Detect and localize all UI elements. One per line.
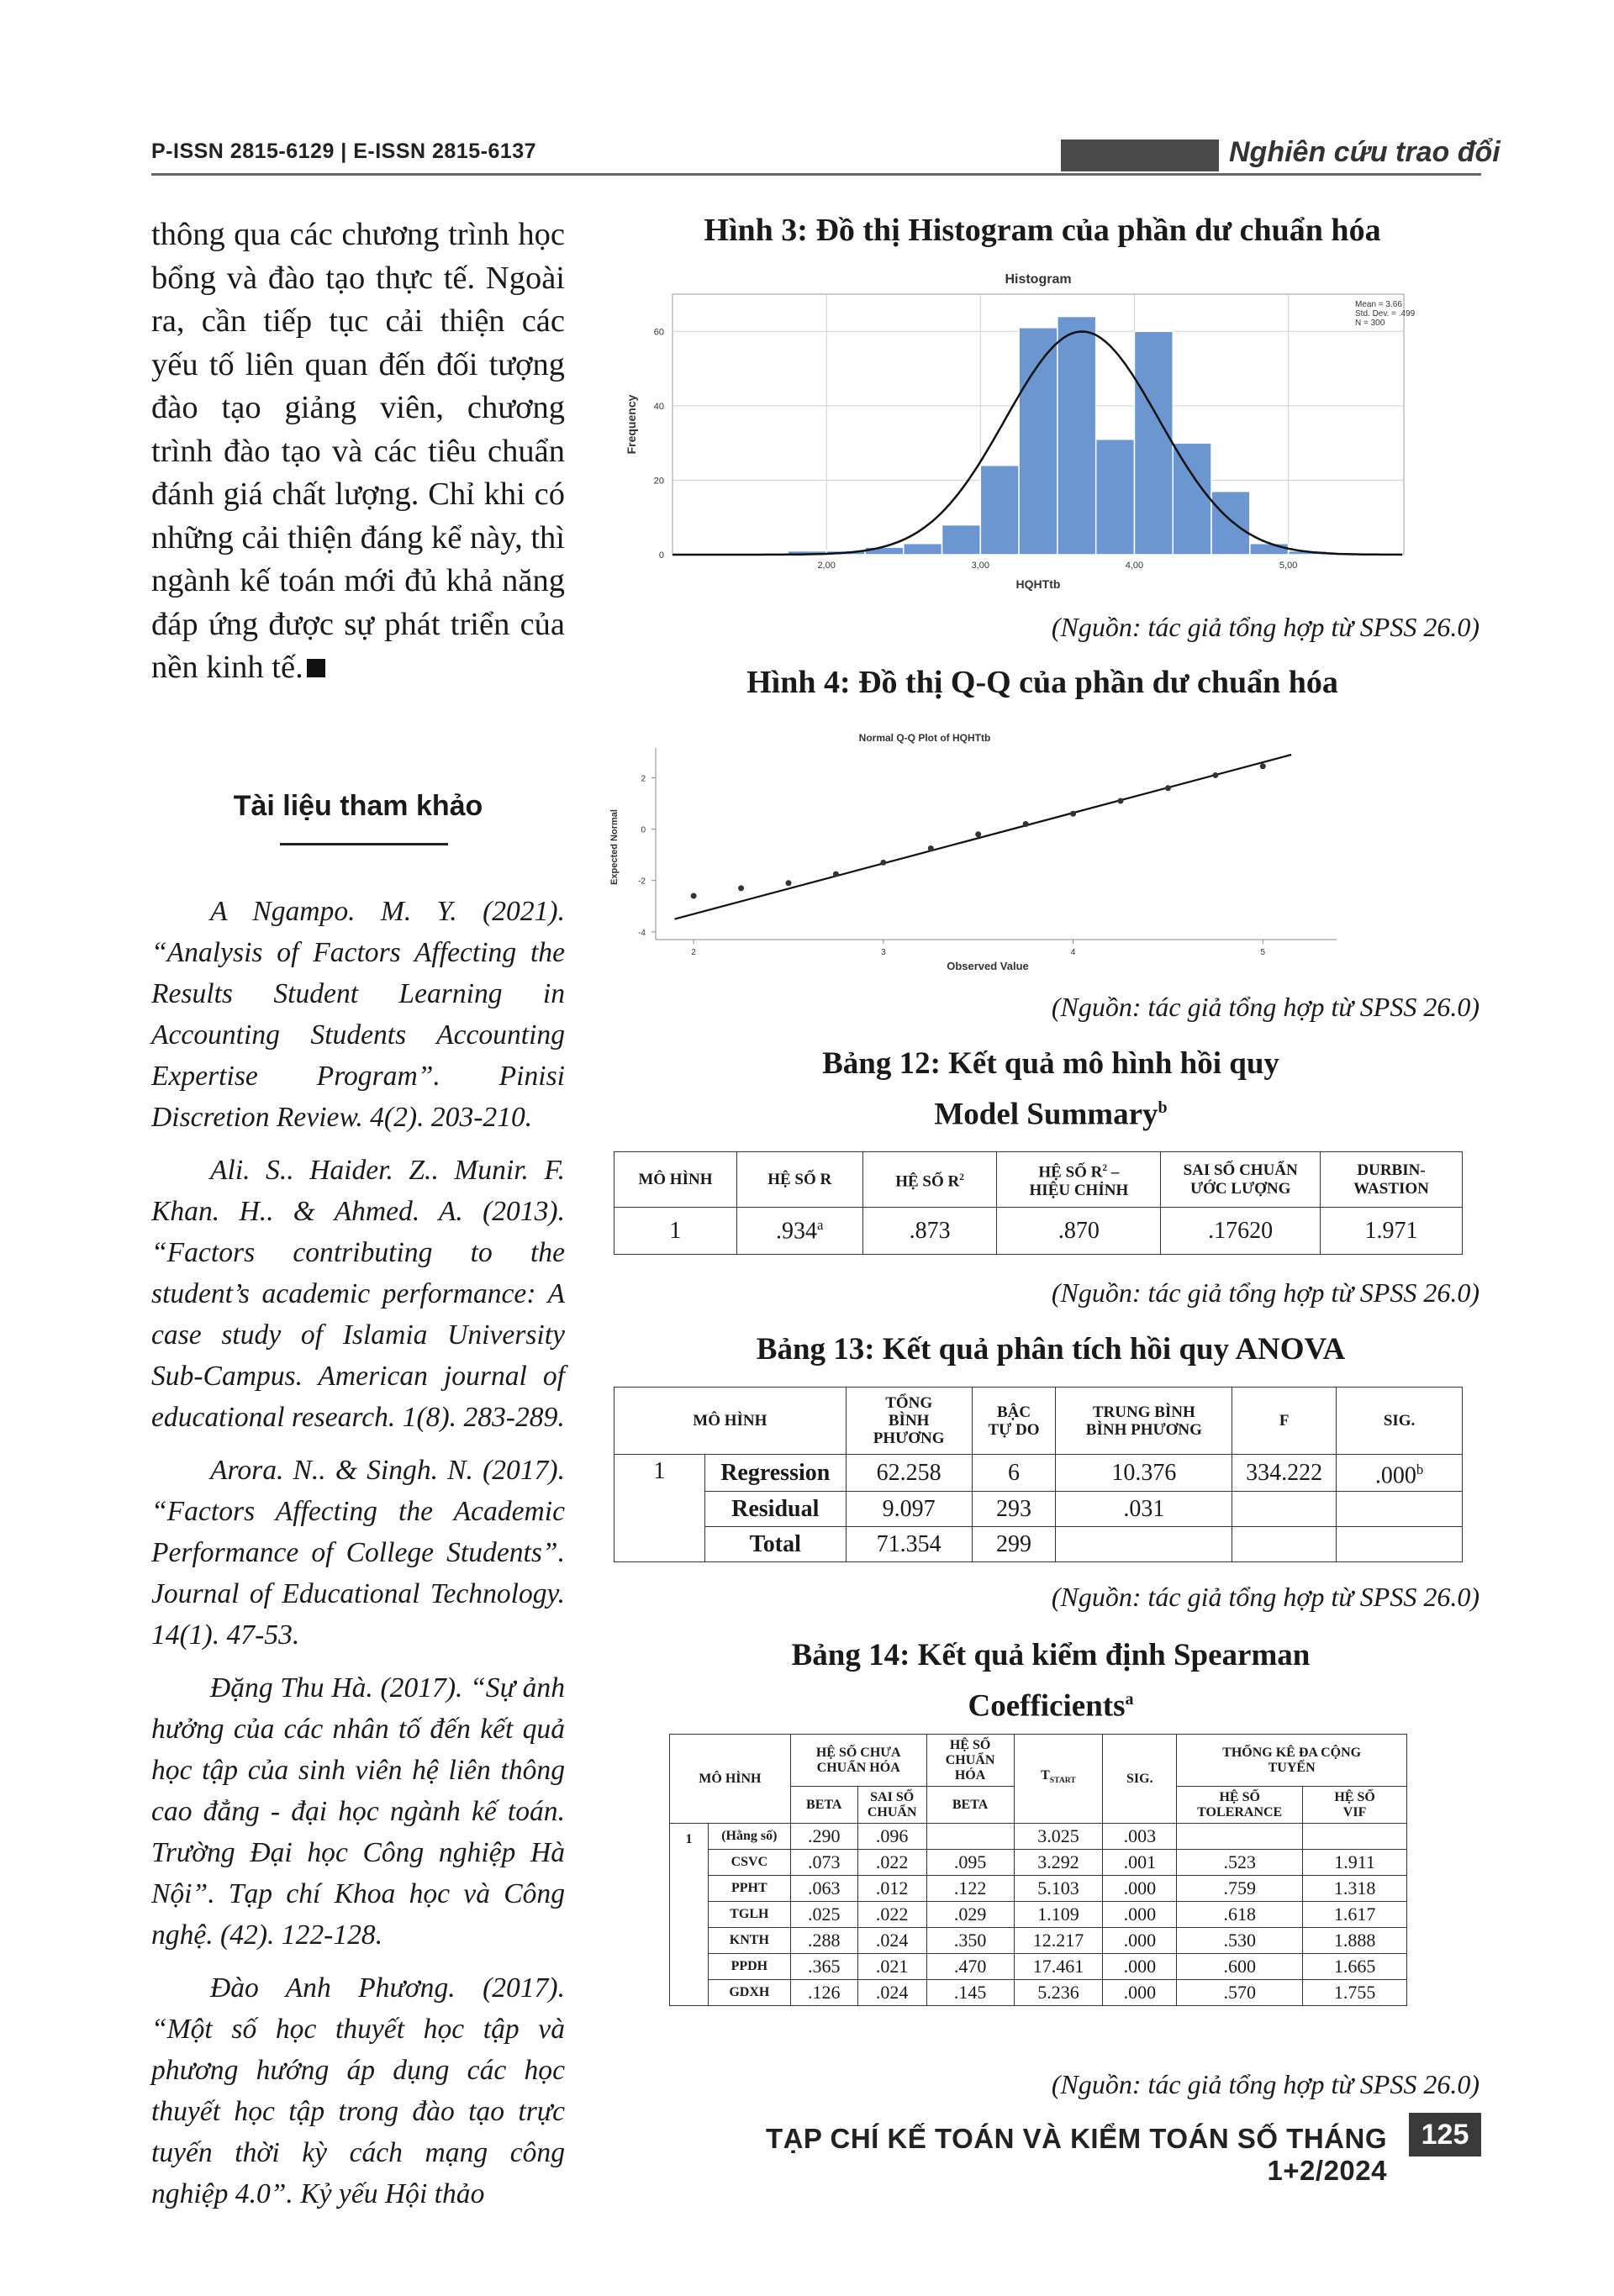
qq-point: [1165, 785, 1171, 791]
x-tick-label: 3,00: [971, 561, 990, 571]
table12-title-line1: Bảng 12: Kết quả mô hình hồi quy: [822, 1046, 1279, 1081]
y-tick-label: 0: [641, 825, 646, 835]
cell-vif: [1303, 1824, 1407, 1850]
cell-model: 1: [614, 1455, 705, 1562]
cell-t: 1.109: [1014, 1902, 1103, 1928]
x-tick-label: 5: [1260, 948, 1266, 957]
qq-point: [928, 845, 934, 851]
body-paragraph: [151, 213, 565, 690]
histogram-bar: [1173, 443, 1211, 555]
th-r2: HỆ SỐ $R^2$: [862, 1152, 997, 1208]
x-tick-label: 5,00: [1279, 561, 1298, 571]
cell-se: .024: [857, 1980, 926, 2006]
table14-title-line1: Bảng 14: Kết quả kiểm định Spearman: [791, 1638, 1311, 1672]
cell-ss: 9.097: [846, 1492, 972, 1527]
cell-label: PPHT: [708, 1876, 790, 1902]
cell-sig: .003: [1103, 1824, 1177, 1850]
histogram-bar: [865, 547, 904, 555]
cell-se: .022: [857, 1902, 926, 1928]
cell-t: 5.103: [1014, 1876, 1103, 1902]
cell-se: .012: [857, 1876, 926, 1902]
table14-header-row: [670, 1735, 1407, 1787]
y-tick-label: -4: [638, 928, 646, 938]
cell-sig: [1337, 1527, 1463, 1562]
cell-vif: 1.888: [1303, 1928, 1407, 1954]
cell-b: .290: [790, 1824, 857, 1850]
table13-source: (Nguồn: tác giả tổng hợp từ SPSS 26.0): [1051, 1582, 1480, 1612]
table14: [669, 1734, 1407, 2006]
cell-t: 17.461: [1014, 1954, 1103, 1980]
th-model: MÔ HÌNH: [670, 1735, 791, 1824]
th-sig: SIG.: [1337, 1388, 1463, 1455]
chart-title: Normal Q-Q Plot of HQHTtb: [858, 732, 991, 744]
th-t: $T_{START}$: [1014, 1735, 1103, 1824]
cell-vif: 1.617: [1303, 1902, 1407, 1928]
section-title: Nghiên cứu trao đổi: [1229, 136, 1501, 168]
table12-source: (Nguồn: tác giả tổng hợp từ SPSS 26.0): [1051, 1277, 1480, 1308]
references-title: Tài liệu tham khảo: [233, 790, 483, 822]
histogram-bar: [1211, 492, 1250, 555]
cell-df: 299: [972, 1527, 1056, 1562]
table-row: [670, 1876, 1407, 1902]
histogram-chart: [622, 265, 1463, 601]
cell-tol: .759: [1177, 1876, 1303, 1902]
histogram-bar: [1019, 328, 1058, 555]
reference-item: Đào Anh Phương. (2017). “Một số học thuyết học tập và phương hướng áp dụng các học thuyết học tập trong đào tạo trực tuyến thời kỳ cách mạng công nghiệp 4.0”. Kỷ yếu Hội thảo: [151, 1972, 565, 2209]
qq-point: [975, 831, 981, 837]
histogram-bar: [980, 466, 1019, 555]
th-se: SAI SỐ CHUẨN: [857, 1787, 926, 1824]
histogram-bar: [942, 525, 981, 555]
cell-b: .025: [790, 1902, 857, 1928]
chart-title: Histogram: [1005, 272, 1072, 287]
y-tick-label: -2: [638, 877, 646, 887]
th-sig: SIG.: [1103, 1735, 1177, 1824]
th-df: BẬC TỰ DO: [972, 1388, 1056, 1455]
cell-label: KNTH: [708, 1928, 790, 1954]
table-row: [670, 1824, 1407, 1850]
x-tick-label: 4,00: [1125, 561, 1144, 571]
body-text: thông qua các chương trình học bổng và đào tạo thực tế. Ngoài ra, cần tiếp tục cải thiện các yếu tố liên quan đến đối tượng đào tạo giảng viên, chương trình đào tạo và các tiêu chuẩn đánh giá chất lượng. Chỉ khi có những cải thiện đáng kể này, thì ngành kế toán mới đủ khả năng đáp ứng được sự phát triển của nền kinh tế.: [151, 217, 566, 685]
cell-t: 5.236: [1014, 1980, 1103, 2006]
cell-beta: .145: [926, 1980, 1014, 2006]
cell-beta: .122: [926, 1876, 1014, 1902]
cell-f: 334.222: [1232, 1455, 1337, 1492]
cell-t: 3.292: [1014, 1850, 1103, 1876]
cell-model: 1: [670, 1824, 709, 2006]
cell-ms: .031: [1056, 1492, 1232, 1527]
y-tick-label: 60: [653, 327, 664, 338]
cell-se: .021: [857, 1954, 926, 1980]
cell-b: .063: [790, 1876, 857, 1902]
qq-point: [1023, 821, 1029, 827]
cell-se: .17620: [1161, 1208, 1321, 1255]
cell-se: .024: [857, 1928, 926, 1954]
figure3-caption: Hình 3: Đồ thị Histogram của phần dư chuẩn hóa: [704, 213, 1381, 248]
page-number: 125: [1409, 2113, 1481, 2156]
cell-label: (Hằng số): [708, 1824, 790, 1850]
cell-f: [1232, 1492, 1337, 1527]
cell-b: .365: [790, 1954, 857, 1980]
cell-sig: .000$^b$: [1337, 1455, 1463, 1492]
table14-source: (Nguồn: tác giả tổng hợp từ SPSS 26.0): [1051, 2069, 1480, 2099]
cell-beta: .095: [926, 1850, 1014, 1876]
cell-beta: .470: [926, 1954, 1014, 1980]
x-tick-label: 3: [881, 948, 886, 957]
y-tick-label: 2: [641, 774, 646, 784]
cell-se: .096: [857, 1824, 926, 1850]
cell-df: 6: [972, 1455, 1056, 1492]
cell-model: 1: [614, 1208, 737, 1255]
qq-point: [833, 872, 839, 877]
references-underline: [280, 843, 448, 845]
cell-b: .073: [790, 1850, 857, 1876]
reference-item: Đặng Thu Hà. (2017). “Sự ảnh hưởng của các nhân tố đến kết quả học tập của sinh viên hệ liên thông cao đẳng - đại học ngành kế toán. Trường Đại học Công nghiệp Hà Nội”. Tạp chí Khoa học và Công nghệ. (42). 122-128.: [151, 1672, 565, 1951]
th-vif: HỆ SỐ VIF: [1303, 1787, 1407, 1824]
y-tick-label: 0: [658, 550, 664, 561]
cell-r2: .873: [862, 1208, 997, 1255]
figure4-source: (Nguồn: tác giả tổng hợp từ SPSS 26.0): [1051, 992, 1480, 1022]
table12-title: [622, 1042, 1480, 1136]
table14-subtitle: Coefficients: [968, 1688, 1126, 1724]
th-mean-square: TRUNG BÌNH BÌNH PHƯƠNG: [1056, 1388, 1232, 1455]
cell-b: .126: [790, 1980, 857, 2006]
cell-tol: .530: [1177, 1928, 1303, 1954]
histogram-bar: [1096, 440, 1135, 555]
th-beta: BETA: [790, 1787, 857, 1824]
qq-point: [1118, 798, 1124, 804]
cell-beta: [926, 1824, 1014, 1850]
th-se: SAI SỐ CHUẨN ƯỚC LƯỢNG: [1161, 1152, 1321, 1208]
cell-tol: .618: [1177, 1902, 1303, 1928]
qq-point: [786, 880, 792, 886]
cell-dw: 1.971: [1321, 1208, 1463, 1255]
reference-line: [675, 755, 1292, 919]
reference-item: A Ngampo. M. Y. (2021). “Analysis of Factors Affecting the Results Student Learning in Accounting Students Accounting Expertise Program”. Pinisi Discretion Review. 4(2). 203-210.: [151, 896, 565, 1133]
histogram-bar: [1134, 331, 1173, 555]
histogram-bar: [904, 544, 942, 555]
journal-footer: TẠP CHÍ KẾ TOÁN VÀ KIỂM TOÁN SỐ THÁNG 1+2/2024: [765, 2123, 1387, 2186]
header-band: [1061, 140, 1219, 171]
cell-ms: [1056, 1527, 1232, 1562]
table12-header-row: [614, 1152, 1463, 1208]
cell-label: Residual: [704, 1492, 846, 1527]
qq-point: [691, 893, 697, 899]
table12-title-line2: [622, 1086, 1480, 1136]
cell-sig: .000: [1103, 1902, 1177, 1928]
table14-title: [622, 1634, 1480, 1728]
cell-sig: [1337, 1492, 1463, 1527]
y-axis-label: Frequency: [625, 394, 638, 455]
x-tick-label: 2,00: [817, 561, 836, 571]
histogram-bar: [1058, 317, 1096, 555]
cell-ss: 71.354: [846, 1527, 972, 1562]
th-model: MÔ HÌNH: [614, 1152, 737, 1208]
qq-plot-chart: [605, 729, 1395, 973]
cell-beta: .350: [926, 1928, 1014, 1954]
table12: [614, 1151, 1463, 1255]
cell-tol: .600: [1177, 1954, 1303, 1980]
cell-vif: 1.318: [1303, 1876, 1407, 1902]
stats-label: Mean = 3.66: [1355, 300, 1402, 309]
table14-title-line2: [622, 1677, 1480, 1728]
issn-header: P-ISSN 2815-6129 | E-ISSN 2815-6137: [151, 140, 537, 163]
stats-label: Std. Dev. = .499: [1355, 309, 1416, 319]
cell-vif: 1.755: [1303, 1980, 1407, 2006]
cell-tol: .523: [1177, 1850, 1303, 1876]
cell-sig: .000: [1103, 1980, 1177, 2006]
th-tolerance: HỆ SỐ TOLERANCE: [1177, 1787, 1303, 1824]
histogram-bar: [1250, 544, 1289, 555]
table-row: [670, 1980, 1407, 2006]
table14-subtitle-sup: a: [1125, 1690, 1134, 1709]
cell-f: [1232, 1527, 1337, 1562]
qq-point: [880, 860, 886, 866]
cell-t: 3.025: [1014, 1824, 1103, 1850]
qq-point: [738, 885, 744, 891]
table-row: [614, 1208, 1463, 1255]
cell-label: Total: [704, 1527, 846, 1562]
cell-label: GDXH: [708, 1980, 790, 2006]
cell-adj-r2: .870: [997, 1208, 1161, 1255]
th-unstd: HỆ SỐ CHƯA CHUẨN HÓA: [790, 1735, 926, 1787]
cell-sig: .000: [1103, 1954, 1177, 1980]
x-axis-label: Observed Value: [947, 960, 1029, 972]
reference-item: Arora. N.. & Singh. N. (2017). “Factors Affecting the Academic Performance of College Students”. Journal of Educational Technology. 14(1). 47-53.: [151, 1455, 565, 1651]
qq-point: [1070, 811, 1076, 817]
end-mark-icon: [307, 659, 325, 677]
cell-b: .288: [790, 1928, 857, 1954]
table-row: [614, 1527, 1463, 1562]
cell-label: TGLH: [708, 1902, 790, 1928]
figure4-caption: Hình 4: Đồ thị Q-Q của phần dư chuẩn hóa: [746, 665, 1338, 700]
table13-title: Bảng 13: Kết quả phân tích hồi quy ANOVA: [756, 1332, 1346, 1367]
cell-sig: .000: [1103, 1876, 1177, 1902]
reference-item: Ali. S.. Haider. Z.. Munir. F. Khan. H.. & Ahmed. A. (2013). “Factors contributing to the student’s academic performance: A case study of Islamia University Sub-Campus. American journal of educational research. 1(8). 283-289.: [151, 1155, 565, 1433]
y-tick-label: 20: [653, 476, 664, 487]
cell-label: Regression: [704, 1455, 846, 1492]
th-dw: DURBIN- WASTION: [1321, 1152, 1463, 1208]
table-row: [614, 1455, 1463, 1492]
th-model: MÔ HÌNH: [614, 1388, 847, 1455]
table12-subtitle: Model Summary: [934, 1097, 1158, 1132]
th-f: F: [1232, 1388, 1337, 1455]
table-row: [670, 1954, 1407, 1980]
table-row: [670, 1902, 1407, 1928]
stats-label: N = 300: [1355, 319, 1385, 328]
table13: [614, 1387, 1463, 1562]
cell-ss: 62.258: [846, 1455, 972, 1492]
th-collinearity: THỐNG KÊ ĐA CỘNG TUYẾN: [1177, 1735, 1407, 1787]
cell-ms: 10.376: [1056, 1455, 1232, 1492]
references-list: [151, 891, 565, 2226]
cell-sig: .001: [1103, 1850, 1177, 1876]
table13-header-row: [614, 1388, 1463, 1455]
x-tick-label: 2: [691, 948, 696, 957]
cell-df: 293: [972, 1492, 1056, 1527]
th-std: HỆ SỐ CHUẨN HÓA: [926, 1735, 1014, 1787]
cell-label: CSVC: [708, 1850, 790, 1876]
cell-se: .022: [857, 1850, 926, 1876]
table-row: [670, 1928, 1407, 1954]
th-r: HỆ SỐ R: [736, 1152, 862, 1208]
cell-beta: .029: [926, 1902, 1014, 1928]
cell-label: PPDH: [708, 1954, 790, 1980]
cell-sig: .000: [1103, 1928, 1177, 1954]
figure3-source: (Nguồn: tác giả tổng hợp từ SPSS 26.0): [1051, 612, 1480, 642]
y-tick-label: 40: [653, 401, 664, 412]
th-adj-r2: HỆ SỐ $R^2$ – HIỆU CHỈNH: [997, 1152, 1161, 1208]
table-row: [614, 1492, 1463, 1527]
x-axis-label: HQHTtb: [1015, 577, 1061, 591]
cell-t: 12.217: [1014, 1928, 1103, 1954]
qq-point: [1260, 763, 1266, 769]
cell-tol: .570: [1177, 1980, 1303, 2006]
cell-r: .934$^a$: [736, 1208, 862, 1255]
cell-vif: 1.911: [1303, 1850, 1407, 1876]
th-beta-std: BETA: [926, 1787, 1014, 1824]
header-rule: [151, 173, 1481, 176]
y-axis-label: Expected Normal: [609, 809, 620, 885]
table12-subtitle-sup: b: [1158, 1098, 1168, 1117]
th-sum-squares: TỔNG BÌNH PHƯƠNG: [846, 1388, 972, 1455]
x-tick-label: 4: [1070, 948, 1076, 957]
cell-tol: [1177, 1824, 1303, 1850]
cell-vif: 1.665: [1303, 1954, 1407, 1980]
table-row: [670, 1850, 1407, 1876]
qq-point: [1212, 772, 1218, 778]
